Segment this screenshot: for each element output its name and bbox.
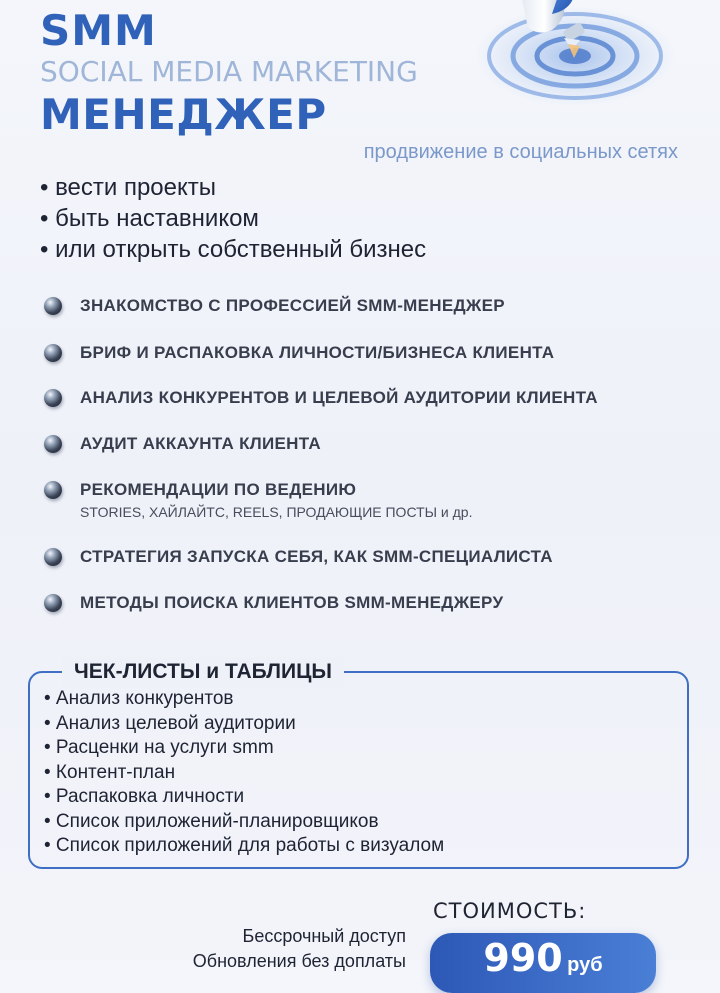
- checklist-item: • Контент-план: [44, 761, 176, 783]
- module-title: АНАЛИЗ КОНКУРЕНТОВ И ЦЕЛЕВОЙ АУДИТОРИИ КЛИЕНТА: [80, 388, 598, 407]
- price-label: СТОИМОСТЬ:: [433, 899, 587, 923]
- rocket-icon: [460, 0, 720, 130]
- checklist-title: ЧЕК-ЛИСТЫ и ТАБЛИЦЫ: [62, 657, 344, 687]
- sphere-bullet-icon: [44, 297, 62, 315]
- module-item: [44, 545, 553, 569]
- sphere-bullet-icon: [44, 481, 62, 499]
- checklist-items: [44, 687, 444, 859]
- checklist-item: • Список приложений для работы с визуалом: [44, 835, 445, 856]
- checklist-item: • Список приложений-планировщиков: [44, 810, 379, 832]
- access-line: Обновления без доплаты: [192, 951, 406, 971]
- module-item: [44, 591, 503, 615]
- goal-item: • быть наставником: [40, 205, 259, 232]
- module-title: АУДИТ АККАУНТА КЛИЕНТА: [80, 434, 321, 453]
- goal-item: • или открыть собственный бизнес: [40, 236, 427, 263]
- checklist-item: • Анализ конкурентов: [44, 688, 234, 709]
- page-title-smm: SMM: [40, 6, 157, 55]
- sphere-bullet-icon: [44, 435, 62, 453]
- module-title: БРИФ И РАСПАКОВКА ЛИЧНОСТИ/БИЗНЕСА КЛИЕНТА: [80, 343, 555, 362]
- sphere-bullet-icon: [44, 389, 62, 407]
- module-item: [44, 341, 554, 365]
- module-item: [44, 478, 472, 522]
- checklist-item: • Анализ целевой аудитории: [44, 712, 296, 734]
- page-title-main: МЕНЕДЖЕР: [40, 90, 327, 139]
- module-item: [44, 294, 505, 318]
- sphere-bullet-icon: [44, 344, 62, 362]
- module-title: МЕТОДЫ ПОИСКА КЛИЕНТОВ SMM-МЕНЕДЖЕРУ: [80, 593, 504, 612]
- module-item: [44, 432, 321, 456]
- sphere-bullet-icon: [44, 594, 62, 612]
- tagline: продвижение в социальных сетях: [363, 141, 678, 163]
- checklist-box: [28, 660, 689, 869]
- price-currency: руб: [567, 954, 603, 976]
- price-amount: 990: [483, 936, 563, 980]
- access-info: [193, 924, 406, 974]
- checklist-item: • Распаковка личности: [44, 786, 245, 807]
- access-line: Бессрочный доступ: [242, 926, 406, 946]
- module-item: [44, 386, 598, 410]
- goals-list: [40, 172, 426, 265]
- price-badge[interactable]: [430, 933, 656, 993]
- module-title: СТРАТЕГИЯ ЗАПУСКА СЕБЯ, КАК SMM-СПЕЦИАЛИСТА: [80, 547, 553, 566]
- page-subtitle: SOCIAL MEDIA MARKETING: [40, 55, 418, 88]
- module-title: ЗНАКОМСТВО С ПРОФЕССИЕЙ SMM-МЕНЕДЖЕР: [80, 296, 505, 315]
- module-title: РЕКОМЕНДАЦИИ ПО ВЕДЕНИЮ: [80, 480, 357, 499]
- module-note: STORIES, ХАЙЛАЙТС, REELS, ПРОДАЮЩИЕ ПОСТЫ и др.: [80, 504, 473, 520]
- checklist-item: • Расценки на услуги smm: [44, 737, 274, 758]
- sphere-bullet-icon: [44, 548, 62, 566]
- goal-item: • вести проекты: [40, 174, 217, 201]
